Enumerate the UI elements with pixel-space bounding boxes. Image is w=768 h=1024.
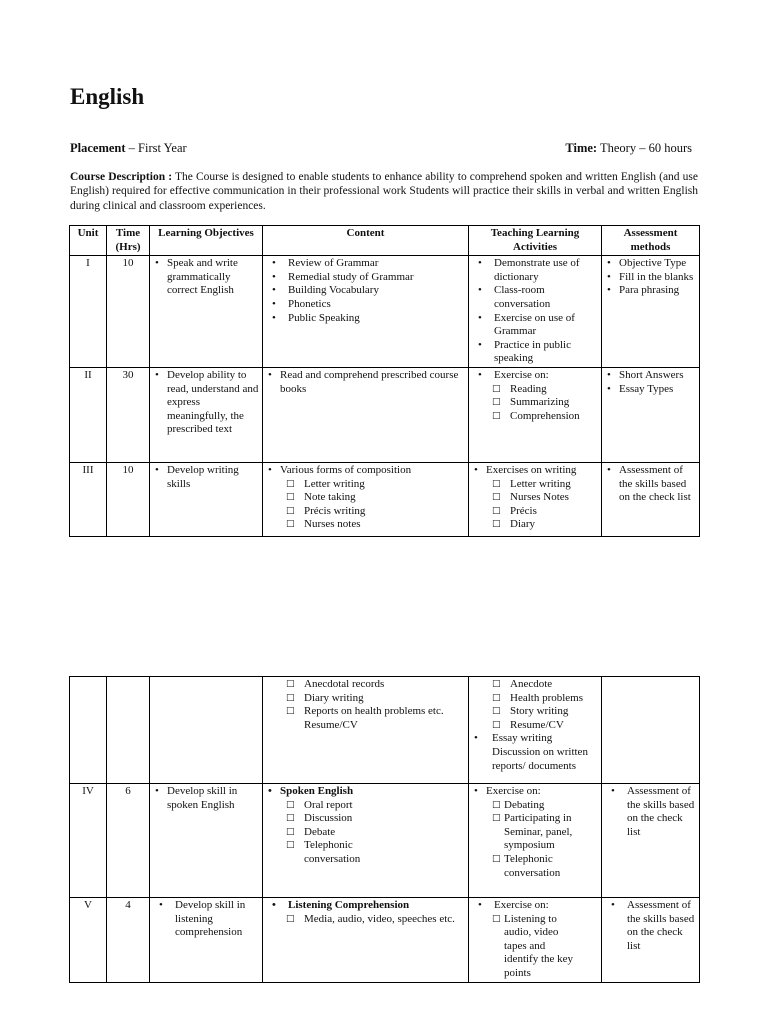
list-item: • Demonstrate use of dictionary bbox=[472, 257, 598, 284]
list-item: □ Debating bbox=[472, 799, 598, 813]
unit-cell: III bbox=[70, 462, 107, 536]
list-item: • Fill in the blanks bbox=[605, 271, 696, 285]
document-title: English bbox=[70, 84, 145, 109]
header-time: Time (Hrs) bbox=[107, 226, 150, 256]
time-cell: 4 bbox=[107, 898, 150, 983]
list-item: □ Diary writing bbox=[266, 692, 465, 706]
list-item: • Essay Types bbox=[605, 383, 696, 397]
table-row bbox=[70, 898, 700, 983]
assessment-cell bbox=[602, 784, 700, 898]
description-label: Course Description : bbox=[70, 171, 173, 183]
list-item: □ Letter writing bbox=[266, 478, 465, 492]
list-item: • Objective Type bbox=[605, 257, 696, 271]
syllabus-table-part-2 bbox=[69, 676, 700, 983]
header-assessment: Assessment methods bbox=[602, 226, 700, 256]
activities-cell bbox=[469, 784, 602, 898]
time-cell bbox=[107, 677, 150, 784]
header-unit: Unit bbox=[70, 226, 107, 256]
list-item: • Assessment of the skills based on the check list bbox=[605, 899, 696, 953]
activities-cell bbox=[469, 898, 602, 983]
syllabus-table-part-1 bbox=[69, 225, 700, 537]
placement-separator: – bbox=[125, 141, 139, 155]
list-item: • Building Vocabulary bbox=[266, 284, 465, 298]
unit-cell: I bbox=[70, 256, 107, 368]
list-item: □ Resume/CV bbox=[472, 719, 598, 733]
assessment-cell bbox=[602, 256, 700, 368]
list-item: • Develop skill in listening comprehension bbox=[153, 899, 259, 940]
list-item: □ Letter writing bbox=[472, 478, 598, 492]
activities-cell bbox=[469, 677, 602, 784]
placement-line bbox=[70, 141, 187, 156]
time-cell: 10 bbox=[107, 256, 150, 368]
list-item: □ Anecdote bbox=[472, 678, 598, 692]
list-item: • Exercise on: bbox=[472, 785, 598, 799]
list-item: • Exercise on use of Grammar bbox=[472, 312, 598, 339]
objectives-cell bbox=[150, 677, 263, 784]
list-item: • Read and comprehend prescribed course books bbox=[266, 369, 465, 396]
objectives-cell bbox=[150, 462, 263, 536]
list-item: • Develop ability to read, understand and express meaningfully, the prescribed text bbox=[153, 369, 259, 437]
time-line bbox=[565, 141, 692, 156]
list-item: □ Telephonic conversation bbox=[266, 839, 404, 866]
table-row bbox=[70, 677, 700, 784]
unit-cell: IV bbox=[70, 784, 107, 898]
assessment-cell bbox=[602, 677, 700, 784]
list-item: • Practice in public speaking bbox=[472, 339, 598, 366]
objectives-cell bbox=[150, 256, 263, 368]
activities-cell bbox=[469, 256, 602, 368]
header-objectives: Learning Objectives bbox=[150, 226, 263, 256]
content-cell bbox=[263, 462, 469, 536]
time-value: Theory – 60 hours bbox=[597, 141, 692, 155]
list-item: □ Debate bbox=[266, 826, 465, 840]
list-item: □ Comprehension bbox=[472, 410, 598, 424]
list-item: □ Story writing bbox=[472, 705, 598, 719]
list-item: • Review of Grammar bbox=[266, 257, 465, 271]
list-item: • Exercise on: bbox=[472, 369, 598, 383]
list-item: □ Précis bbox=[472, 505, 598, 519]
list-item: • Exercise on: bbox=[472, 899, 598, 913]
list-item: □ Note taking bbox=[266, 491, 465, 505]
course-description bbox=[70, 170, 698, 213]
assessment-cell bbox=[602, 367, 700, 462]
activities-cell bbox=[469, 367, 602, 462]
assessment-cell bbox=[602, 898, 700, 983]
unit-cell: V bbox=[70, 898, 107, 983]
content-cell bbox=[263, 898, 469, 983]
list-item: • Develop writing skills bbox=[153, 464, 259, 491]
unit-cell bbox=[70, 677, 107, 784]
objectives-cell bbox=[150, 898, 263, 983]
content-cell bbox=[263, 367, 469, 462]
list-item: □ Listening to audio, video tapes and identify the key points bbox=[472, 913, 574, 981]
content-cell bbox=[263, 677, 469, 784]
list-item: • Exercises on writing bbox=[472, 464, 598, 478]
list-item: □ Health problems bbox=[472, 692, 598, 706]
table-row bbox=[70, 256, 700, 368]
list-item: □ Oral report bbox=[266, 799, 465, 813]
placement-label: Placement bbox=[70, 141, 126, 155]
list-item: • Speak and write grammatically correct English bbox=[153, 257, 259, 298]
list-item: • Spoken English bbox=[266, 785, 465, 799]
list-item: □ Reading bbox=[472, 383, 598, 397]
time-cell: 10 bbox=[107, 462, 150, 536]
table-header-row bbox=[70, 226, 700, 256]
list-item: □ Diary bbox=[472, 518, 598, 532]
activities-cell bbox=[469, 462, 602, 536]
list-item: Resume/CV bbox=[304, 718, 358, 731]
list-item: • Short Answers bbox=[605, 369, 696, 383]
objectives-cell bbox=[150, 784, 263, 898]
content-cell bbox=[263, 784, 469, 898]
list-item: • Para phrasing bbox=[605, 284, 696, 298]
list-item: □ Anecdotal records bbox=[266, 678, 465, 692]
unit-cell: II bbox=[70, 367, 107, 462]
list-item: • Phonetics bbox=[266, 298, 465, 312]
assessment-cell bbox=[602, 462, 700, 536]
placement-value: First Year bbox=[138, 141, 187, 155]
list-item: □ Participating in Seminar, panel, symposium bbox=[472, 812, 574, 853]
list-item: • Public Speaking bbox=[266, 312, 465, 326]
list-item: • Listening Comprehension bbox=[266, 899, 465, 913]
table-row bbox=[70, 462, 700, 536]
list-item: • Class-room conversation bbox=[472, 284, 598, 311]
list-item: □ Précis writing bbox=[266, 505, 465, 519]
list-item: □ Nurses notes bbox=[266, 518, 465, 532]
list-item: □ Reports on health problems etc. bbox=[266, 705, 465, 719]
list-item: • Assessment of the skills based on the check list bbox=[605, 785, 696, 839]
content-cell bbox=[263, 256, 469, 368]
list-item: □ Summarizing bbox=[472, 396, 598, 410]
time-cell: 30 bbox=[107, 367, 150, 462]
list-item: • Remedial study of Grammar bbox=[266, 271, 465, 285]
list-item: • Assessment of the skills based on the check list bbox=[605, 464, 696, 505]
list-item: • Essay writing Discussion on written reports/ documents bbox=[472, 732, 598, 773]
list-item: • Various forms of composition bbox=[266, 464, 465, 478]
list-item: □ Discussion bbox=[266, 812, 465, 826]
objectives-cell bbox=[150, 367, 263, 462]
table-row bbox=[70, 367, 700, 462]
header-content: Content bbox=[263, 226, 469, 256]
list-item: □ Nurses Notes bbox=[472, 491, 598, 505]
list-item: □ Telephonic conversation bbox=[472, 853, 574, 880]
list-item: • Develop skill in spoken English bbox=[153, 785, 259, 812]
time-cell: 6 bbox=[107, 784, 150, 898]
time-label: Time: bbox=[565, 141, 598, 155]
table-row bbox=[70, 784, 700, 898]
description-text: The Course is designed to enable students to enhance ability to comprehend spoken and written English (and use English) required for effective communication in their professional work Students will practice their skills in verbal and written English during clinical and classroom experiences. bbox=[70, 171, 698, 212]
list-item: □ Media, audio, video, speeches etc. bbox=[266, 913, 465, 927]
header-activities: Teaching Learning Activities bbox=[469, 226, 602, 256]
